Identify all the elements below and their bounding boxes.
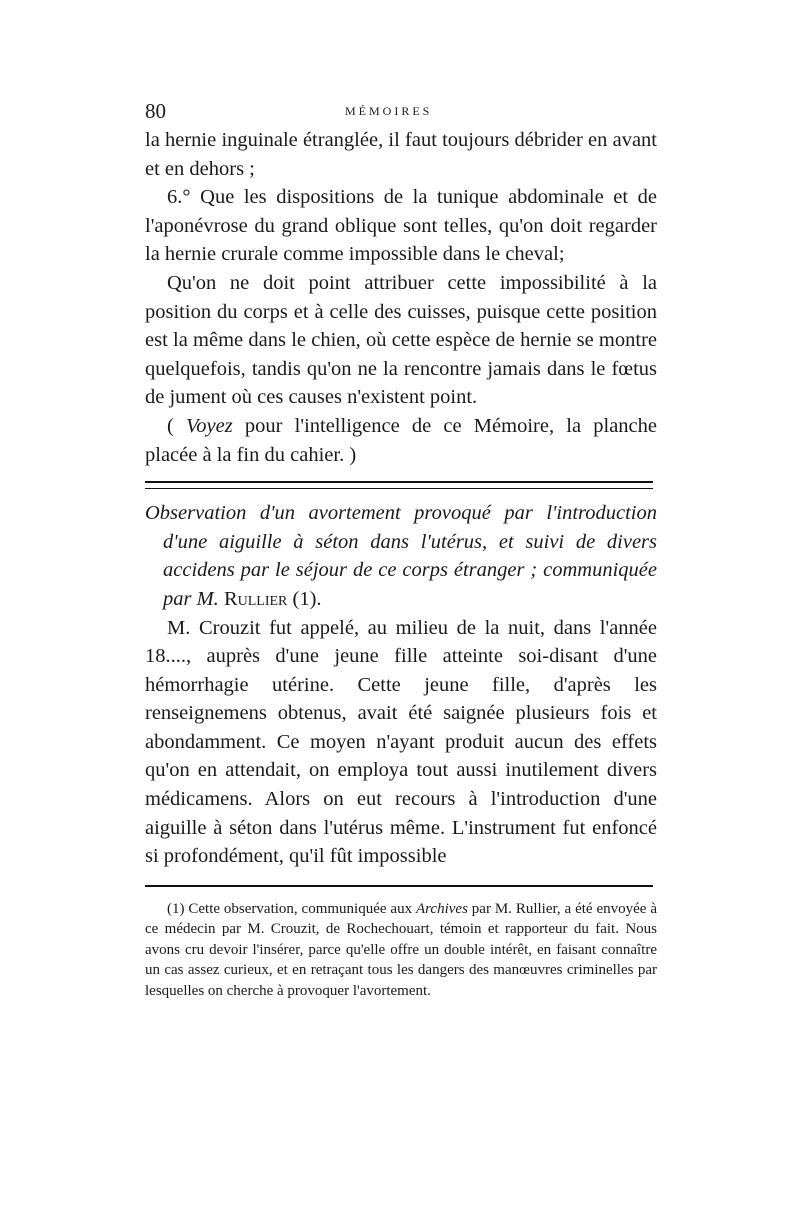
paragraph-point-6: 6.° Que les dispositions de la tunique abdominale et de l'aponévrose du grand oblique sont telles, qu'on doit regarder la hernie crurale comme impossible dans le cheval;: [145, 186, 657, 266]
book-page: [145, 98, 657, 1001]
observation-paragraph: M. Crouzit fut appelé, au milieu de la nuit, dans l'année 18...., auprès d'une jeune fille atteinte soi-disant d'une hémorrhagie utérine. Cette jeune fille, d'après les renseignemens obtenus, avait été saignée plusieurs fois et abondamment. Ce moyen n'ayant produit aucun des effets qu'on en attendait, on employa tout aussi inutilement divers médicamens. Alors on eut recours à l'introduction d'une aiguille à séton dans l'utérus même. L'instrument fut enfoncé si profondément, qu'il fût impossible: [145, 616, 657, 868]
footnote-divider: [145, 885, 653, 887]
page-number: 80: [145, 99, 166, 123]
author-initial: M.: [196, 587, 219, 610]
section-divider: [145, 481, 653, 489]
footnote-part-1: (1) Cette observation, communiquée aux: [167, 900, 416, 917]
footnote-part-2: par M. Rullier, a été envoyée à ce médecin par M. Crouzit, de Rochechouart, témoin et rapporteur du fait. Nous avons cru devoir l'insérer, parce qu'elle offre un double intérêt, en faisant connaître un cas assez curieux, et en retraçant tous les dangers des manœuvres criminelles par lesquelles on cherche à provoquer l'avortement.: [145, 900, 657, 999]
paragraph-hernie-inguinale: la hernie inguinale étranglée, il faut toujours débrider en avant et en dehors ;: [145, 129, 657, 180]
archives-word: Archives: [415, 900, 468, 917]
observation-title: [145, 499, 657, 613]
author-name: Rullier: [223, 587, 288, 610]
planche-note-text: pour l'intelligence de ce Mémoire, la planche placée à la fin du cahier. ): [145, 414, 657, 466]
paren-open: (: [167, 414, 187, 437]
memoir-conclusion: [145, 126, 657, 469]
footnote-text: [145, 899, 657, 1002]
footnote: [145, 899, 657, 1002]
page-header: [145, 98, 657, 126]
voyez-word: Voyez: [186, 414, 233, 437]
paragraph-planche-note: [145, 412, 657, 469]
observation-section: [145, 499, 657, 871]
running-head: MÉMOIRES: [345, 104, 433, 118]
observation-title-text: Observation d'un avortement provoqué par l'introduction d'une aiguille à séton dans l'utérus, et suivi de divers accidens par le séjour de ce corps étranger ; communiquée par: [145, 502, 657, 610]
footnote-reference: (1).: [292, 587, 322, 610]
paragraph-impossibilite: Qu'on ne doit point attribuer cette impossibilité à la position du corps et à celle des cuisses, puisque cette position est la même dans le chien, où cette espèce de hernie se montre quelquefois, tandis qu'on ne la rencontre jamais dans le fœtus de jument où ces causes n'existent point.: [145, 271, 657, 409]
